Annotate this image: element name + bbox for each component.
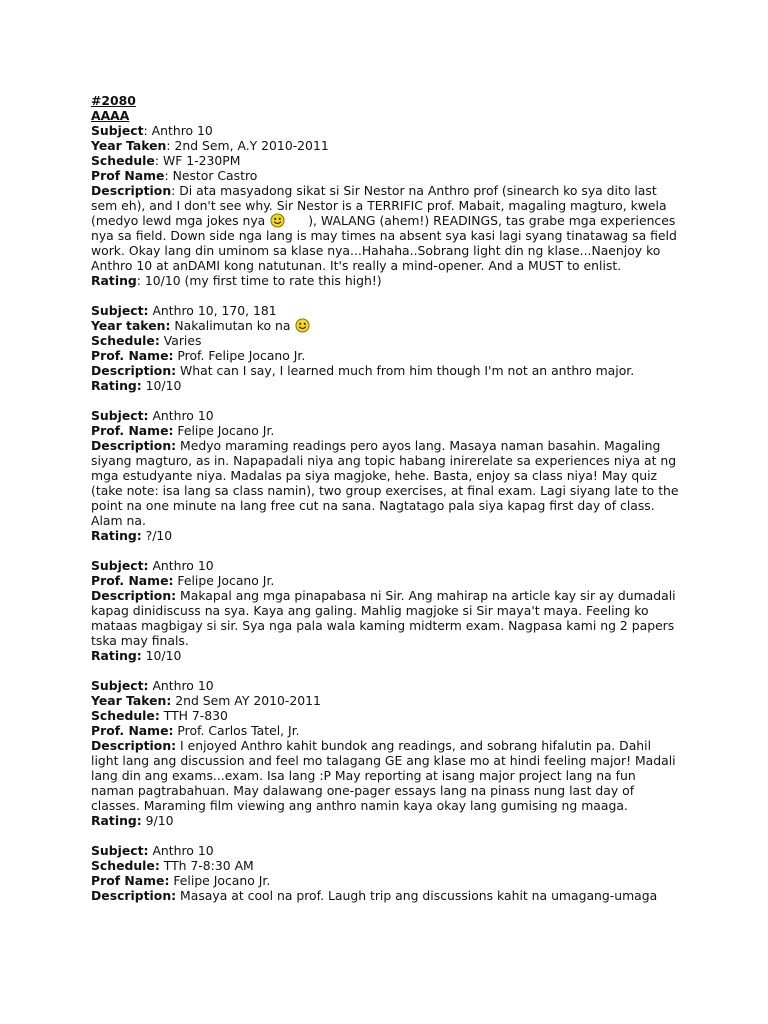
review-entry (91, 843, 681, 903)
description-line (91, 183, 681, 273)
prof-value: Felipe Jocano Jr. (173, 573, 275, 588)
rating-value: ?/10 (141, 528, 173, 543)
subject-label: Subject (91, 123, 144, 138)
subject-line (91, 558, 681, 573)
prof-label: Prof. Name: (91, 573, 174, 588)
description-text: What can I say, I learned much from him though I'm not an anthro major. (176, 363, 635, 378)
description-text: Masaya at cool na prof. Laugh trip ang discussions kahit na umagang-umaga (176, 888, 658, 903)
rating-label: Rating: (91, 378, 142, 393)
rating-value: 10/10 (141, 648, 182, 663)
schedule-value: Varies (159, 333, 202, 348)
description-text: Makapal ang mga pinapabasa ni Sir. Ang mahirap na article kay sir ay dumadali kapag dinidiscuss na sya. Kaya ang galing. Mahlig magjoke si Sir maya't maya. Feeling ko mataas magbigay si sir. Sya nga pala wala kaming midterm exam. Nagpasa kami ng 2 papers tska may finals. (91, 588, 676, 648)
year-value: 2nd Sem AY 2010-2011 (171, 693, 321, 708)
schedule-label: Schedule: (91, 858, 160, 873)
rating-line (91, 813, 681, 828)
review-entry (91, 558, 681, 663)
prof-label: Prof. Name: (91, 723, 174, 738)
subject-value: Anthro 10 (148, 558, 214, 573)
prof-value: Prof. Felipe Jocano Jr. (173, 348, 306, 363)
prof-label: Prof. Name: (91, 348, 174, 363)
subject-label: Subject: (91, 558, 149, 573)
prof-value: Felipe Jocano Jr. (173, 423, 275, 438)
year-label: Year Taken (91, 138, 167, 153)
rating-value: 10/10 (141, 378, 182, 393)
schedule-line (91, 708, 681, 723)
schedule-label: Schedule: (91, 333, 160, 348)
prof-value: Prof. Carlos Tatel, Jr. (173, 723, 300, 738)
rating-label: Rating: (91, 813, 142, 828)
rating-label: Rating (91, 273, 137, 288)
description-label: Description: (91, 888, 177, 903)
subject-value: Anthro 10 (148, 408, 214, 423)
review-tag: AAAA (91, 108, 130, 123)
description-label: Description: (91, 588, 177, 603)
description-line (91, 438, 681, 528)
smiley-icon (270, 213, 285, 228)
prof-label: Prof. Name: (91, 423, 174, 438)
schedule-value: TTH 7-830 (159, 708, 228, 723)
description-text: I enjoyed Anthro kahit bundok ang readings, and sobrang hifalutin pa. Dahil light lang ang discussion and feel mo talagang GE ang klase mo at hindi feeling major! Madali lang din ang exams...exam. Isa lang :P May reporting at isang major project lang na fun naman pagtrabahuan. May dalawang one-pager essays lang na pinass nung last day of classes. Maraming film viewing ang anthro namin kaya okay lang gumising ng maaga. (91, 738, 676, 813)
schedule-value: TTh 7-8:30 AM (159, 858, 254, 873)
description-text-continued: ), WALANG (ahem!) READINGS, tas grabe mga experiences nya sa field. Down side nga lang is may times na absent sya kasi lagi syang tinatawag sa field work. Okay lang din uminom sa klase nya...Hahaha..Sobrang light din ng klase...Naenjoy ko Anthro 10 at anDAMI kong natutunan. It's really a mind-opener. And a MUST to enlist. (91, 213, 677, 273)
subject-label: Subject: (91, 303, 149, 318)
description-line (91, 888, 681, 903)
subject-line (91, 678, 681, 693)
prof-line (91, 423, 681, 438)
prof-label: Prof Name: (91, 873, 170, 888)
prof-line (91, 873, 681, 888)
description-text: : Di ata masyadong sikat si Sir Nestor na Anthro prof (sinearch ko sya dito last sem eh), and I don't see why. Sir Nestor is a TERRIFIC prof. Mabait, magaling magturo, kwela (medyo lewd mga jokes nya (91, 183, 667, 228)
description-label: Description: (91, 363, 177, 378)
rating-line (91, 378, 681, 393)
subject-label: Subject: (91, 843, 149, 858)
description-text: Medyo maraming readings pero ayos lang. Masaya naman basahin. Magaling siyang magturo, as in. Napapadali niya ang topic habang inirerelate sa experiences niya at ng mga estudyante niya. Madalas pa siya magjoke, hehe. Basta, enjoy sa class niya! May quiz (take note: isa lang sa class namin), two group exercises, at final exam. Lagi siyang late to the point na one minute na lang free cut na sana. Nagtatago pala siya kapag first day of class. Alam na. (91, 438, 679, 528)
review-entry (91, 123, 681, 288)
schedule-label: Schedule: (91, 708, 160, 723)
description-label: Description (91, 183, 172, 198)
rating-value: : 10/10 (my first time to rate this high!) (136, 273, 382, 288)
subject-value: Anthro 10 (148, 678, 214, 693)
prof-value: : Nestor Castro (164, 168, 258, 183)
prof-value: Felipe Jocano Jr. (169, 873, 271, 888)
subject-value: : Anthro 10 (143, 123, 213, 138)
subject-line (91, 843, 681, 858)
rating-label: Rating: (91, 648, 142, 663)
subject-value: Anthro 10, 170, 181 (148, 303, 277, 318)
year-line (91, 318, 681, 333)
schedule-line (91, 333, 681, 348)
document-content (91, 93, 681, 918)
year-value: : 2nd Sem, A.Y 2010-2011 (166, 138, 329, 153)
rating-line (91, 648, 681, 663)
schedule-label: Schedule (91, 153, 155, 168)
review-entry (91, 678, 681, 828)
description-line (91, 588, 681, 648)
prof-line (91, 348, 681, 363)
review-id: #2080 (91, 93, 136, 108)
subject-label: Subject: (91, 678, 149, 693)
subject-line (91, 408, 681, 423)
subject-label: Subject: (91, 408, 149, 423)
prof-line (91, 573, 681, 588)
subject-value: Anthro 10 (148, 843, 214, 858)
rating-label: Rating: (91, 528, 142, 543)
rating-line (91, 273, 681, 288)
schedule-line (91, 858, 681, 873)
year-label: Year taken: (91, 318, 171, 333)
description-line (91, 738, 681, 813)
subject-line (91, 303, 681, 318)
review-entry (91, 303, 681, 393)
year-value: Nakalimutan ko na (170, 318, 295, 333)
review-entry (91, 408, 681, 543)
year-line (91, 138, 681, 153)
rating-line (91, 528, 681, 543)
description-line (91, 363, 681, 378)
year-line (91, 693, 681, 708)
rating-value: 9/10 (141, 813, 174, 828)
smiley-icon (295, 318, 310, 333)
prof-label: Prof Name (91, 168, 165, 183)
description-label: Description: (91, 738, 177, 753)
subject-line (91, 123, 681, 138)
prof-line (91, 168, 681, 183)
year-label: Year Taken: (91, 693, 172, 708)
schedule-value: : WF 1-230PM (154, 153, 241, 168)
description-label: Description: (91, 438, 177, 453)
schedule-line (91, 153, 681, 168)
prof-line (91, 723, 681, 738)
